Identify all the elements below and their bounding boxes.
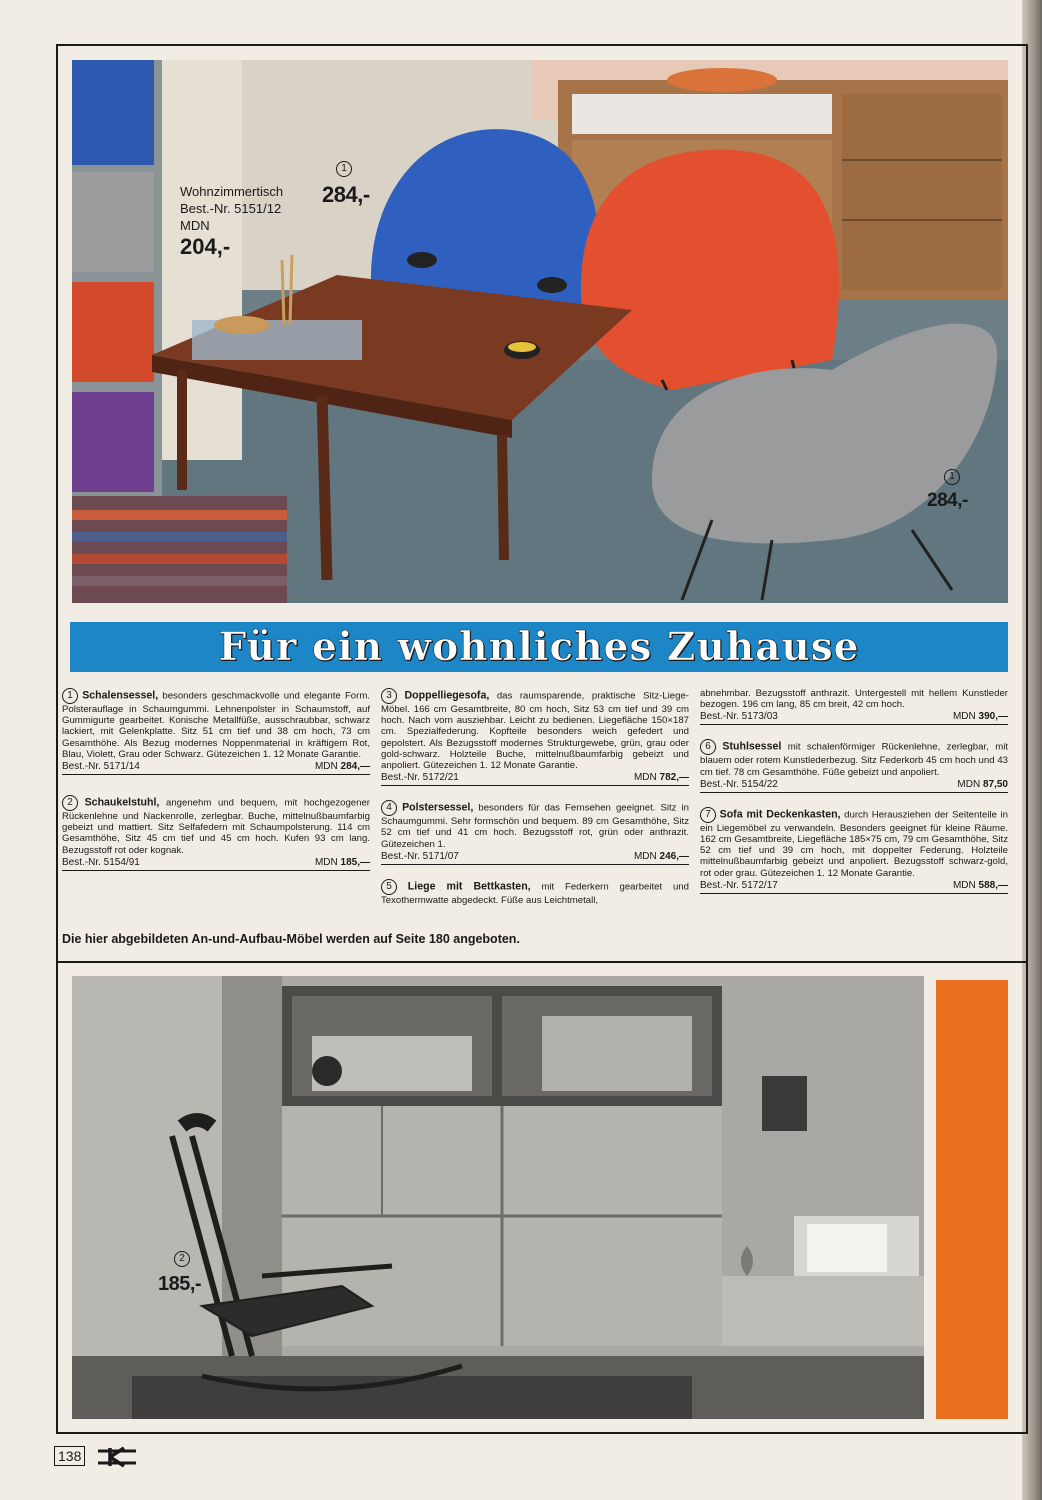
rocking-chair-price: 185,- (158, 1273, 202, 1295)
order-number: Best.-Nr. 5171/07 (381, 850, 459, 862)
chair-price-gray: 284,- (927, 490, 968, 511)
section-divider (56, 961, 1028, 963)
product-title: Stuhlsessel (722, 740, 782, 753)
order-number: Best.-Nr. 5172/17 (700, 879, 778, 891)
product-description: mit schalenförmiger Rückenlehne, zerlegbar, mit blauem oder rotem Kunstlederbezug. Sitz Federkorb 45 cm hoch und 43 cm tief. 78 cm Gesamthöhe. Füße gebeizt und anpoliert. (700, 741, 1009, 778)
chair-ref-marker (336, 160, 352, 178)
headline-banner (70, 622, 1008, 672)
product-description: mit Federkern gearbeitet und Texothermwatte abgedeckt. Füße aus Leichtmetall, (381, 881, 689, 906)
wall-unit-bw-photo (72, 976, 924, 1419)
product-item-2 (62, 795, 370, 871)
gray-chair-ref-marker (944, 468, 960, 486)
red-fabric-swatch (72, 282, 154, 382)
order-number: Best.-Nr. 5173/03 (700, 711, 778, 723)
product-title: Schaukelstuhl, (84, 796, 160, 809)
product-price: 782,— (659, 772, 689, 784)
item-number-circle: 1 (62, 688, 78, 704)
product-description-continued: abnehmbar. Bezugsstoff anthrazit. Untergestell mit hellem Kunstleder bezogen. 196 cm lang, 85 cm breit, 42 cm hoch. (700, 688, 1008, 711)
currency-label: MDN (957, 778, 981, 790)
item-number-circle: 4 (381, 800, 397, 816)
product-title: Doppelliegesofa, (404, 689, 490, 702)
page-number: 138 (54, 1446, 85, 1466)
wall-picture (762, 1076, 807, 1131)
orange-color-bar (936, 980, 1008, 1419)
currency-label: MDN (952, 879, 976, 891)
order-number: Best.-Nr. 5171/14 (62, 761, 140, 773)
text-column-3 (700, 688, 1008, 908)
violet-fabric-swatch (72, 392, 154, 492)
product-description: angenehm und bequem, mit hochgezogener Rückenlehne und Nackenrolle, zerlegbar. Buche, mittelnußbaumfarbig gebeizt und mattiert. Sitz Selfafedern mit Schaumpolsterung. 114 cm Gesamthöhe, Sitz 45 cm tief und 45 cm hoch. Kufen 93 cm lang. Bezugsstoff rot oder kognak. (62, 797, 371, 856)
product-description: besonders geschmackvolle und elegante Form. Polsterauflage in Schaumgummi. Lehnenpolster in Schaumstoff, auf Gummigurte gearbeitet. Konische Metallfüße, ausschraubbar, schwarz lackiert, mit Gelenkplatte. Sitz 51 cm tief und 38 cm hoch, 73 cm Gesamthöhe. Als Bezug modernes Noppenmaterial in kräftigem Rot, Blau, Violett, Grau oder Schwarz. Gütezeichen 1. 12 Monate Garantie. (62, 690, 370, 760)
table-label-currency: MDN (180, 218, 210, 233)
product-description: besonders für das Fernsehen geeignet. Sitz in Schaumgummi. Sehr formschön und bequem. 89 cm Gesamthöhe, Sitz 52 cm tief und 41 cm hoch. Bezugsstoff rot, grün oder anthrazit. Gütezeichen 1. (381, 802, 689, 850)
item-number-circle: 1 (944, 469, 960, 485)
product-price: 87,50 (982, 778, 1008, 790)
product-title: Schalensessel, (82, 689, 159, 702)
product-title: Sofa mit Deckenkasten, (719, 808, 841, 821)
rocker-ref-marker (174, 1250, 190, 1268)
product-title: Liege mit Bettkasten, (407, 880, 531, 893)
product-item-1 (62, 688, 370, 775)
product-item-3 (381, 688, 689, 786)
gray-fabric-swatch (72, 172, 154, 272)
currency-label: MDN (633, 772, 657, 784)
product-item-4 (381, 800, 689, 865)
currency-label: MDN (314, 856, 338, 868)
item-number-circle: 2 (174, 1251, 190, 1267)
product-item-5 (381, 879, 689, 906)
product-item-7 (700, 807, 1008, 894)
item-number-circle: 6 (700, 739, 716, 755)
product-price: 588,— (978, 879, 1008, 891)
text-column-1 (62, 688, 370, 885)
publisher-logo-icon (94, 1446, 140, 1473)
rug (132, 1376, 692, 1419)
blue-fabric-swatch (72, 60, 154, 165)
item-number-circle: 2 (62, 795, 78, 811)
product-price: 185,— (340, 856, 370, 868)
red-shell-chair (581, 150, 839, 390)
wall-unit-illustration (72, 976, 924, 1419)
product-price: 390,— (978, 711, 1008, 723)
product-item-5-continued (700, 688, 1008, 725)
currency-label: MDN (314, 761, 338, 773)
striped-pouf (72, 496, 287, 603)
product-description: durch Herausziehen der Seitenteile in ein Liegemöbel zu verwandeln. Besonders geeignet für kleine Räume. 162 cm Gesamtbreite, Liegefläche 185×75 cm, 79 cm Gesamthöhe, Sitz 52 cm tief und 39 cm hoch, mit doppelter Federung. Holzteile mittelnußbaumfarbig gebeizt und anpoliert. Bezugsstoff schwarz-gold, rot oder grau. Gütezeichen 1. 12 Monate Garantie. (700, 809, 1009, 879)
table-price-label (180, 183, 283, 260)
currency-label: MDN (633, 850, 657, 862)
text-column-2 (381, 688, 689, 920)
chair-price-blue: 284,- (322, 182, 370, 207)
table-label-order-number: Best.-Nr. 5151/12 (180, 201, 282, 216)
living-room-illustration (72, 60, 1008, 603)
product-title: Polstersessel, (402, 801, 474, 814)
table-price: 204,- (180, 234, 231, 259)
product-description: das raumsparende, praktische Sitz-Liege-Möbel. 166 cm Gesamtbreite, 80 cm hoch, Sitz 53 cm tief und 39 cm hoch. Nach vorn ausziehbar. Leicht zu bedienen. Liegefläche 150×187 cm. Spezialfederung. Kopfteile besonders weich gefedert und gepolstert. Als Bezugsstoff modernes Strukturgewebe, grün, grau oder gold-schwarz. Holzteile Buche, mittelnußbaumfarbig gebeizt und anpoliert. Gütezeichen 1. 12 Monate Garantie. (381, 690, 689, 772)
item-number-circle: 5 (381, 879, 397, 895)
product-item-6 (700, 739, 1008, 792)
item-number-circle: 7 (700, 807, 716, 823)
order-number: Best.-Nr. 5172/21 (381, 772, 459, 784)
table-label-name: Wohnzimmertisch (180, 184, 284, 199)
currency-label: MDN (952, 711, 976, 723)
order-number: Best.-Nr. 5154/91 (62, 856, 140, 868)
living-room-color-photo (72, 60, 1008, 603)
product-price: 284,— (340, 761, 370, 773)
item-number-circle: 1 (336, 161, 352, 177)
item-number-circle: 3 (381, 688, 397, 704)
product-price: 246,— (659, 850, 689, 862)
order-number: Best.-Nr. 5154/22 (700, 778, 778, 790)
footnote: Die hier abgebildeten An-und-Aufbau-Möbel werden auf Seite 180 angeboten. (62, 932, 520, 946)
page-headline: Für ein wohnliches Zuhause (218, 624, 860, 670)
